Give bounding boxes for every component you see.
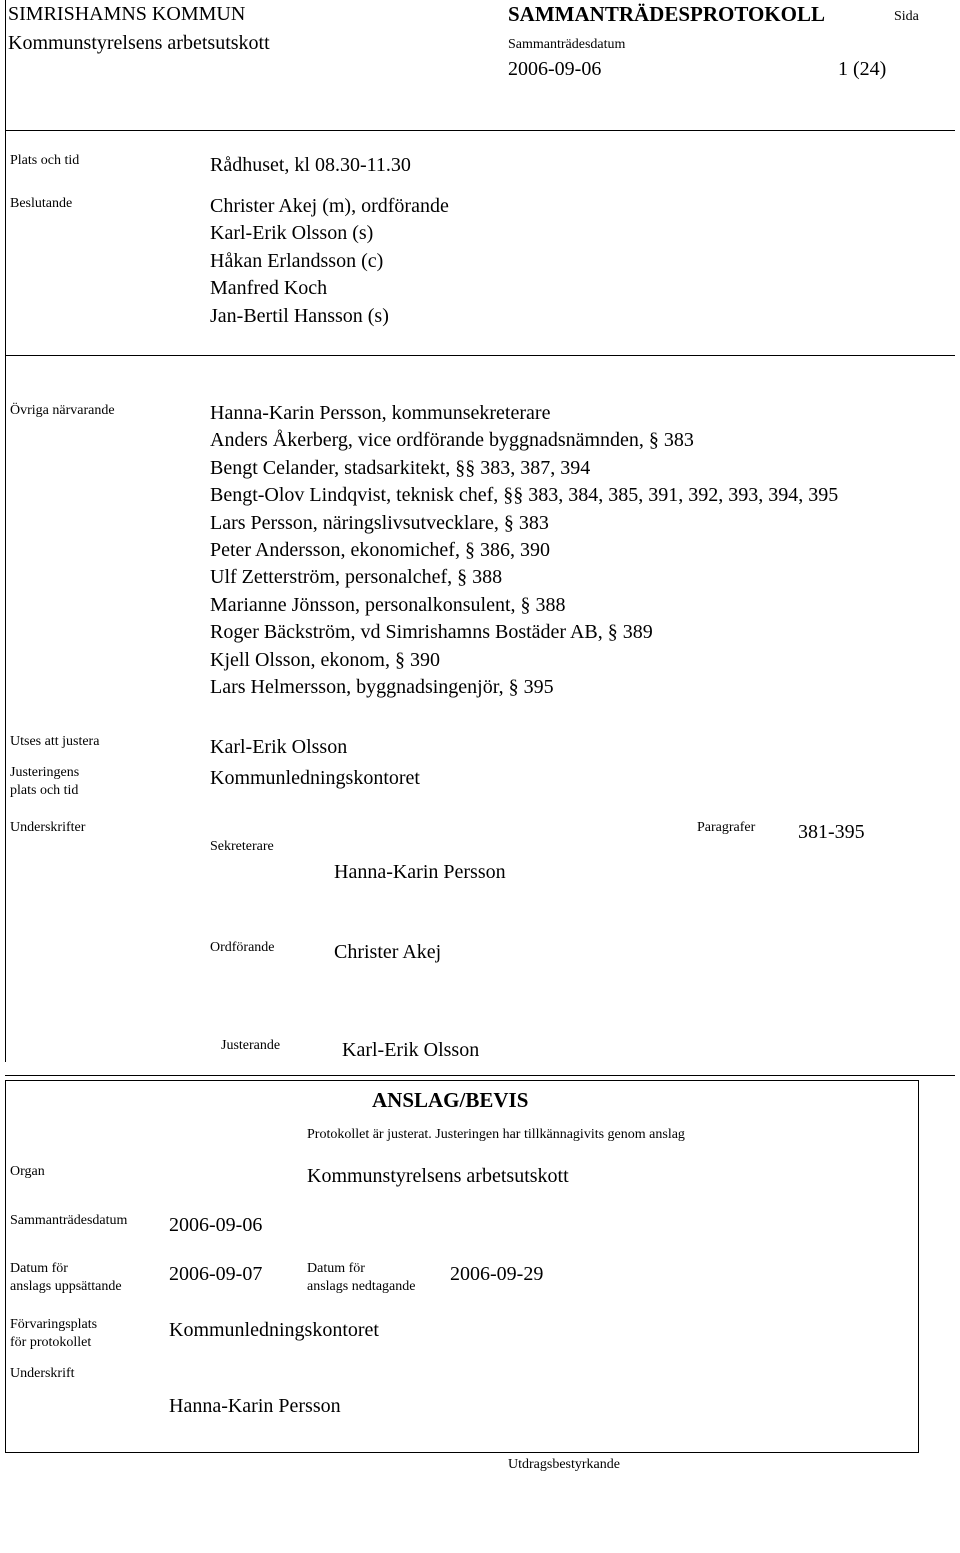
attendee: Marianne Jönsson, personalkonsulent, § 388 [210, 593, 566, 616]
organ-label: Organ [10, 1164, 45, 1179]
section-divider [5, 355, 955, 356]
secretary-label: Sekreterare [210, 839, 274, 854]
decision-maker: Håkan Erlandsson (c) [210, 249, 384, 272]
storage-value: Kommunledningskontoret [169, 1319, 379, 1341]
storage-label: Förvaringsplats för protokollet [10, 1317, 98, 1350]
adjuster-value: Karl-Erik Olsson [210, 736, 348, 758]
posted-date-label: Datum för anslags uppsättande [10, 1261, 122, 1294]
paragraphs-label: Paragrafer [697, 820, 756, 835]
signature-label: Underskrift [10, 1366, 75, 1381]
notice-meeting-date-label: Sammanträdesdatum [10, 1213, 128, 1228]
organ-value: Kommunstyrelsens arbetsutskott [307, 1165, 569, 1187]
adjust-place-value: Kommunledningskontoret [210, 767, 420, 789]
attendee: Lars Persson, näringslivsutvecklare, § 383 [210, 511, 549, 534]
adjust-place-label: Justeringens plats och tid [10, 765, 80, 798]
attendee: Bengt Celander, stadsarkitekt, §§ 383, 387, 394 [210, 456, 591, 479]
decision-maker: Christer Akej (m), ordförande [210, 195, 449, 217]
chair-name: Christer Akej [334, 941, 442, 963]
attendee: Anders Åkerberg, vice ordförande byggnadsnämnden, § 383 [210, 429, 694, 452]
notice-meeting-date-value: 2006-09-06 [169, 1214, 263, 1236]
page-number: 1 (24) [838, 58, 887, 80]
attendee: Peter Andersson, ekonomichef, § 386, 390 [210, 539, 550, 562]
notice-title: ANSLAG/BEVIS [372, 1088, 529, 1112]
right-border-notice [918, 1080, 919, 1453]
paragraphs-value: 381-395 [798, 821, 865, 843]
others-present-label: Övriga närvarande [10, 403, 115, 418]
secretary-name: Hanna-Karin Persson [334, 861, 506, 883]
removed-date-label: Datum för anslags nedtagande [307, 1261, 416, 1294]
left-border [5, 0, 6, 1062]
attendee: Kjell Olsson, ekonom, § 390 [210, 648, 440, 671]
page-label: Sida [894, 9, 919, 24]
place-value: Rådhuset, kl 08.30-11.30 [210, 154, 411, 176]
decision-makers-label: Beslutande [10, 196, 73, 211]
attendee: Bengt-Olov Lindqvist, teknisk chef, §§ 383, 384, 385, 391, 392, 393, 394, 395 [210, 484, 839, 507]
document-title: SAMMANTRÄDESPROTOKOLL [508, 2, 825, 26]
notice-divider-top [5, 1075, 955, 1076]
left-border-notice [5, 1080, 6, 1453]
notice-divider-bottom [5, 1080, 919, 1081]
decision-maker: Jan-Bertil Hansson (s) [210, 304, 389, 327]
posted-date-value: 2006-09-07 [169, 1263, 263, 1285]
certifier-label: Utdragsbestyrkande [508, 1457, 620, 1472]
header-divider [5, 130, 955, 131]
notice-bottom-border [5, 1452, 919, 1453]
adjuster-label: Utses att justera [10, 734, 100, 749]
decision-makers-list [210, 193, 449, 330]
signatures-label: Underskrifter [10, 820, 86, 835]
attendee: Ulf Zetterström, personalchef, § 388 [210, 566, 503, 589]
decision-maker: Manfred Koch [210, 277, 328, 300]
meeting-date-label: Sammanträdesdatum [508, 37, 626, 52]
meeting-date: 2006-09-06 [508, 58, 602, 80]
attendee: Roger Bäckström, vd Simrishamns Bostäder AB, § 389 [210, 621, 653, 644]
decision-maker: Karl-Erik Olsson (s) [210, 222, 374, 245]
removed-date-value: 2006-09-29 [450, 1263, 544, 1285]
adjuster-signature-name: Karl-Erik Olsson [342, 1039, 480, 1061]
chair-label: Ordförande [210, 940, 275, 955]
body-name: Kommunstyrelsens arbetsutskott [8, 32, 270, 54]
municipality-name: SIMRISHAMNS KOMMUN [8, 3, 246, 25]
attendee: Lars Helmersson, byggnadsingenjör, § 395 [210, 676, 554, 699]
others-present-list [210, 400, 838, 701]
place-label: Plats och tid [10, 153, 80, 168]
signature-value: Hanna-Karin Persson [169, 1395, 341, 1417]
notice-subtitle: Protokollet är justerat. Justeringen har tillkännagivits genom anslag [307, 1127, 685, 1142]
attendee: Hanna-Karin Persson, kommunsekreterare [210, 402, 551, 424]
adjuster-signature-label: Justerande [221, 1038, 281, 1053]
